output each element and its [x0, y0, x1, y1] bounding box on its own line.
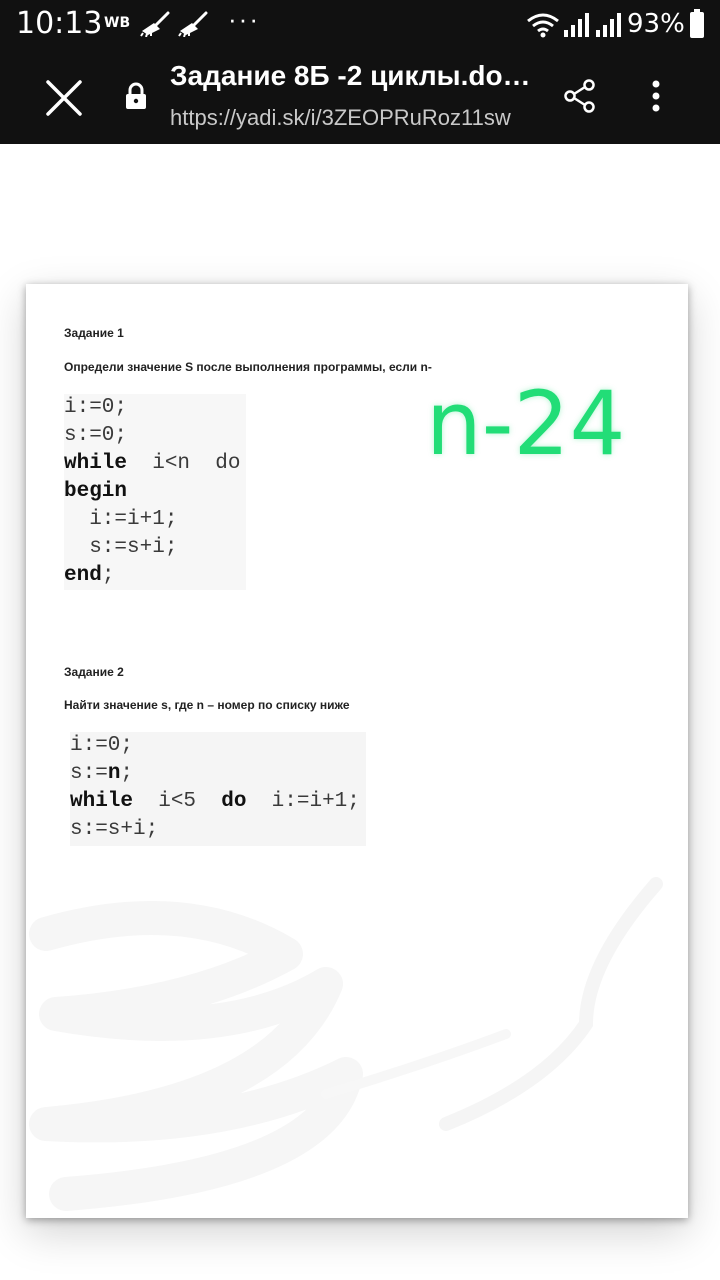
redaction-scribble — [26, 844, 688, 1218]
task2-text: Найти значение s, где n – номер по списку ниже — [64, 698, 350, 712]
signal-icon — [563, 13, 589, 42]
document-page[interactable] — [26, 284, 688, 1218]
task1-code — [64, 394, 246, 590]
more-vert-icon[interactable] — [644, 78, 668, 114]
code-line: i<5 — [133, 790, 222, 813]
notification-overflow-icon: ··· — [228, 4, 260, 34]
code-line: s:=s+i; — [70, 818, 159, 841]
signal-icon — [595, 13, 621, 42]
code-keyword: end — [64, 564, 102, 587]
code-line: i:=0; — [70, 734, 134, 757]
task1-text: Определи значение S после выполнения программы, если n- — [64, 360, 432, 374]
document-viewer[interactable] — [0, 144, 720, 1280]
carrier-badge: WB — [104, 15, 131, 31]
broom-icon — [140, 11, 172, 42]
code-line: s:=s+i; — [64, 536, 178, 559]
task2-code — [70, 732, 366, 846]
code-line: i:=i+1; — [246, 790, 360, 813]
share-icon[interactable] — [562, 78, 598, 114]
close-icon[interactable] — [42, 76, 86, 120]
code-keyword: while — [70, 790, 134, 813]
battery-icon — [690, 12, 704, 38]
viewer-toolbar — [0, 48, 720, 144]
broom-icon — [178, 11, 210, 42]
task1-title: Задание 1 — [64, 326, 124, 340]
code-line: s:= — [70, 762, 108, 785]
code-keyword: do — [221, 790, 247, 813]
status-bar — [0, 0, 720, 48]
status-time: 10:13 — [16, 6, 103, 41]
code-line: i:=i+1; — [64, 508, 178, 531]
handwritten-note: n-24 — [426, 372, 626, 475]
wifi-icon — [526, 12, 560, 43]
code-line: s:=0; — [64, 424, 128, 447]
document-url[interactable]: https://yadi.sk/i/3ZEOPRuRoz11sw — [170, 105, 511, 130]
document-title: Задание 8Б -2 циклы.do… — [170, 60, 531, 91]
battery-percent: 93% — [627, 9, 685, 39]
code-line: ; — [120, 762, 134, 785]
code-keyword: n — [107, 762, 121, 785]
code-line: ; — [101, 564, 115, 587]
code-line: i<n do — [127, 452, 241, 475]
code-line: i:=0; — [64, 396, 128, 419]
code-keyword: begin — [64, 480, 128, 503]
task2-title: Задание 2 — [64, 665, 124, 679]
code-keyword: while — [64, 452, 128, 475]
lock-icon — [124, 82, 148, 110]
